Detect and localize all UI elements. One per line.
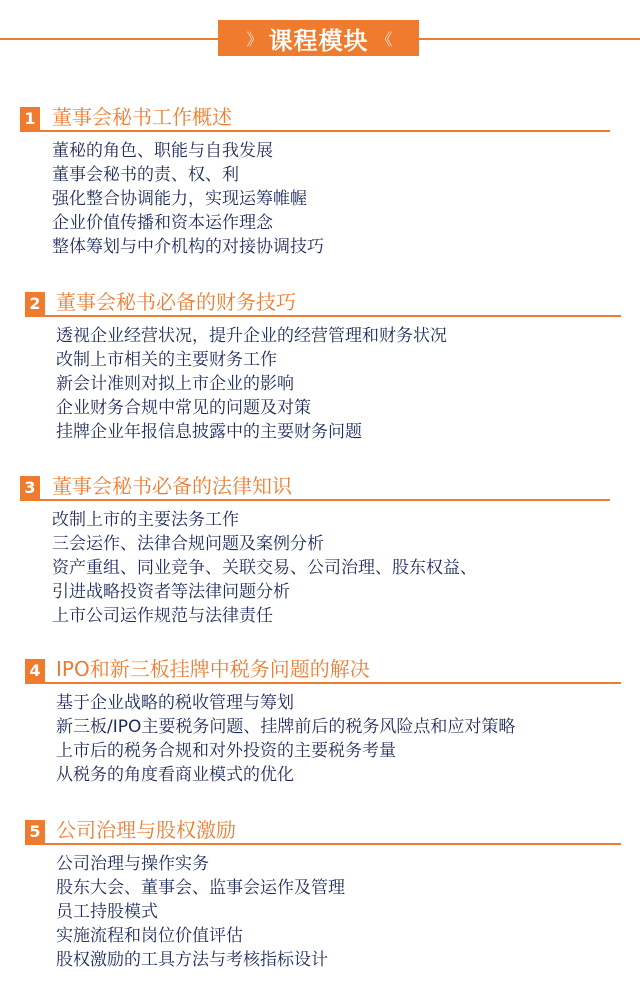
list-item: 上市后的税务合规和对外投资的主要税务考量 (56, 741, 396, 761)
list-item: 改制上市的主要法务工作 (52, 510, 239, 530)
list-item: 上市公司运作规范与法律责任 (52, 606, 273, 626)
double-chevron-left-icon: 《 (376, 29, 391, 49)
module-number-badge: 4 (25, 659, 45, 682)
list-item: 新三板/IPO主要税务问题、挂牌前后的税务风险点和应对策略 (56, 717, 516, 737)
list-item: 股权激励的工具方法与考核指标设计 (56, 950, 328, 970)
module-divider (20, 499, 610, 501)
double-chevron-right-icon: 》 (246, 29, 261, 49)
list-item: 实施流程和岗位价值评估 (56, 926, 243, 946)
module-section-2 (0, 289, 640, 444)
list-item: 公司治理与操作实务 (56, 854, 209, 874)
list-item: 基于企业战略的税收管理与筹划 (56, 693, 294, 713)
list-item: 企业财务合规中常见的问题及对策 (56, 398, 311, 418)
page-title: 课程模块 (268, 26, 369, 55)
list-item: 整体筹划与中介机构的对接协调技巧 (52, 237, 324, 257)
module-title: 董事会秘书工作概述 (52, 105, 232, 129)
module-item-list (0, 324, 640, 444)
module-divider (25, 682, 621, 684)
module-heading (0, 473, 640, 501)
list-item: 董秘的角色、职能与自我发展 (52, 141, 273, 161)
module-item-list (0, 508, 640, 628)
module-item-list (0, 852, 640, 972)
module-heading (0, 289, 640, 317)
module-heading (0, 656, 640, 684)
module-title: 董事会秘书必备的财务技巧 (56, 290, 296, 314)
list-item: 三会运作、法律合规问题及案例分析 (52, 534, 324, 554)
list-item: 强化整合协调能力，实现运筹帷幄 (52, 189, 307, 209)
section-header-banner (218, 20, 419, 56)
module-title: 公司治理与股权激励 (56, 818, 236, 842)
list-item: 透视企业经营状况，提升企业的经营管理和财务状况 (56, 326, 447, 346)
module-item-list (0, 691, 640, 787)
list-item: 引进战略投资者等法律问题分析 (52, 582, 290, 602)
module-title: 董事会秘书必备的法律知识 (52, 474, 292, 498)
list-item: 员工持股模式 (56, 902, 158, 922)
module-section-4 (0, 656, 640, 787)
module-title: IPO和新三板挂牌中税务问题的解决 (56, 657, 370, 681)
module-heading (0, 817, 640, 845)
module-divider (20, 130, 610, 132)
module-section-3 (0, 473, 640, 628)
list-item: 董事会秘书的责、权、利 (52, 165, 239, 185)
module-number-badge: 5 (25, 820, 45, 843)
module-divider (25, 843, 621, 845)
module-heading (0, 104, 640, 132)
module-item-list (0, 139, 640, 259)
list-item: 挂牌企业年报信息披露中的主要财务问题 (56, 422, 362, 442)
list-item: 企业价值传播和资本运作理念 (52, 213, 273, 233)
module-section-1 (0, 104, 640, 259)
list-item: 资产重组、同业竞争、关联交易、公司治理、股东权益、 (52, 558, 477, 578)
list-item: 股东大会、董事会、监事会运作及管理 (56, 878, 345, 898)
list-item: 新会计准则对拟上市企业的影响 (56, 374, 294, 394)
module-number-badge: 2 (25, 292, 45, 315)
list-item: 从税务的角度看商业模式的优化 (56, 765, 294, 785)
module-number-badge: 3 (20, 476, 40, 499)
module-section-5 (0, 817, 640, 972)
list-item: 改制上市相关的主要财务工作 (56, 350, 277, 370)
module-divider (25, 315, 621, 317)
module-number-badge: 1 (20, 107, 40, 130)
